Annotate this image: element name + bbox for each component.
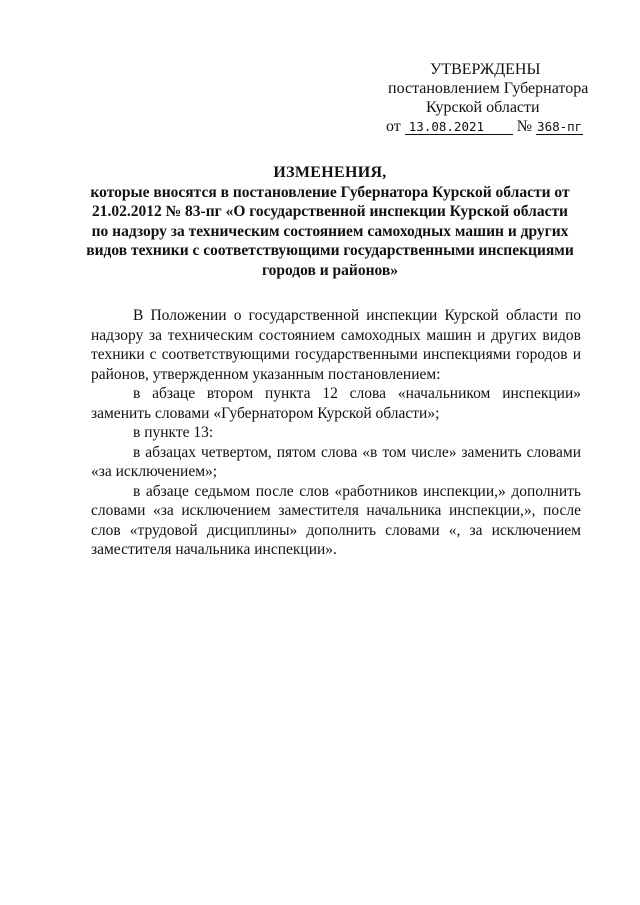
date-prefix: от	[386, 118, 401, 135]
document-body	[91, 306, 581, 560]
approval-decree-line: постановлением Губернатора	[388, 80, 589, 97]
heading-subtitle: которые вносятся в постановление Губернатора Курской области от 21.02.2012 № 83-пг «О государственной инспекции Курской области по надзору за техническим состоянием самоходных машин и других видов техники с соответствующими государственными инспекциями городов и районов»	[86, 183, 574, 279]
approval-date: 13.08.2021	[405, 120, 513, 135]
body-paragraph: В Положении о государственной инспекции Курской области по надзору за техническим состоянием самоходных машин и других видов техники с соответствующими государственными инспекциями городов и районов, утвержденном указанным постановлением:	[91, 307, 581, 383]
approval-region-line: Курской области	[426, 99, 540, 116]
approval-number: 368-пг	[537, 119, 583, 134]
heading-title: ИЗМЕНЕНИЯ,	[273, 164, 387, 181]
body-paragraph: в абзацах четвертом, пятом слова «в том числе» заменить словами «за исключением»;	[91, 443, 581, 480]
body-paragraph: в пункте 13:	[133, 424, 214, 441]
document-heading	[86, 163, 574, 280]
approval-stamp-block	[380, 60, 590, 136]
body-paragraph: в абзаце седьмом после слов «работников инспекции,» дополнить словами «за исключением заместителя начальника инспекции,», после слов «трудовой дисциплины» дополнить словами «, за исключением заместителя начальника инспекции».	[91, 482, 581, 558]
approval-title: УТВЕРЖДЕНЫ	[430, 61, 541, 78]
body-paragraph: в абзаце втором пункта 12 слова «начальником инспекции» заменить словами «Губернатором Курской области»;	[91, 385, 581, 422]
approval-date-number-line	[380, 117, 590, 136]
number-prefix: №	[516, 118, 533, 135]
